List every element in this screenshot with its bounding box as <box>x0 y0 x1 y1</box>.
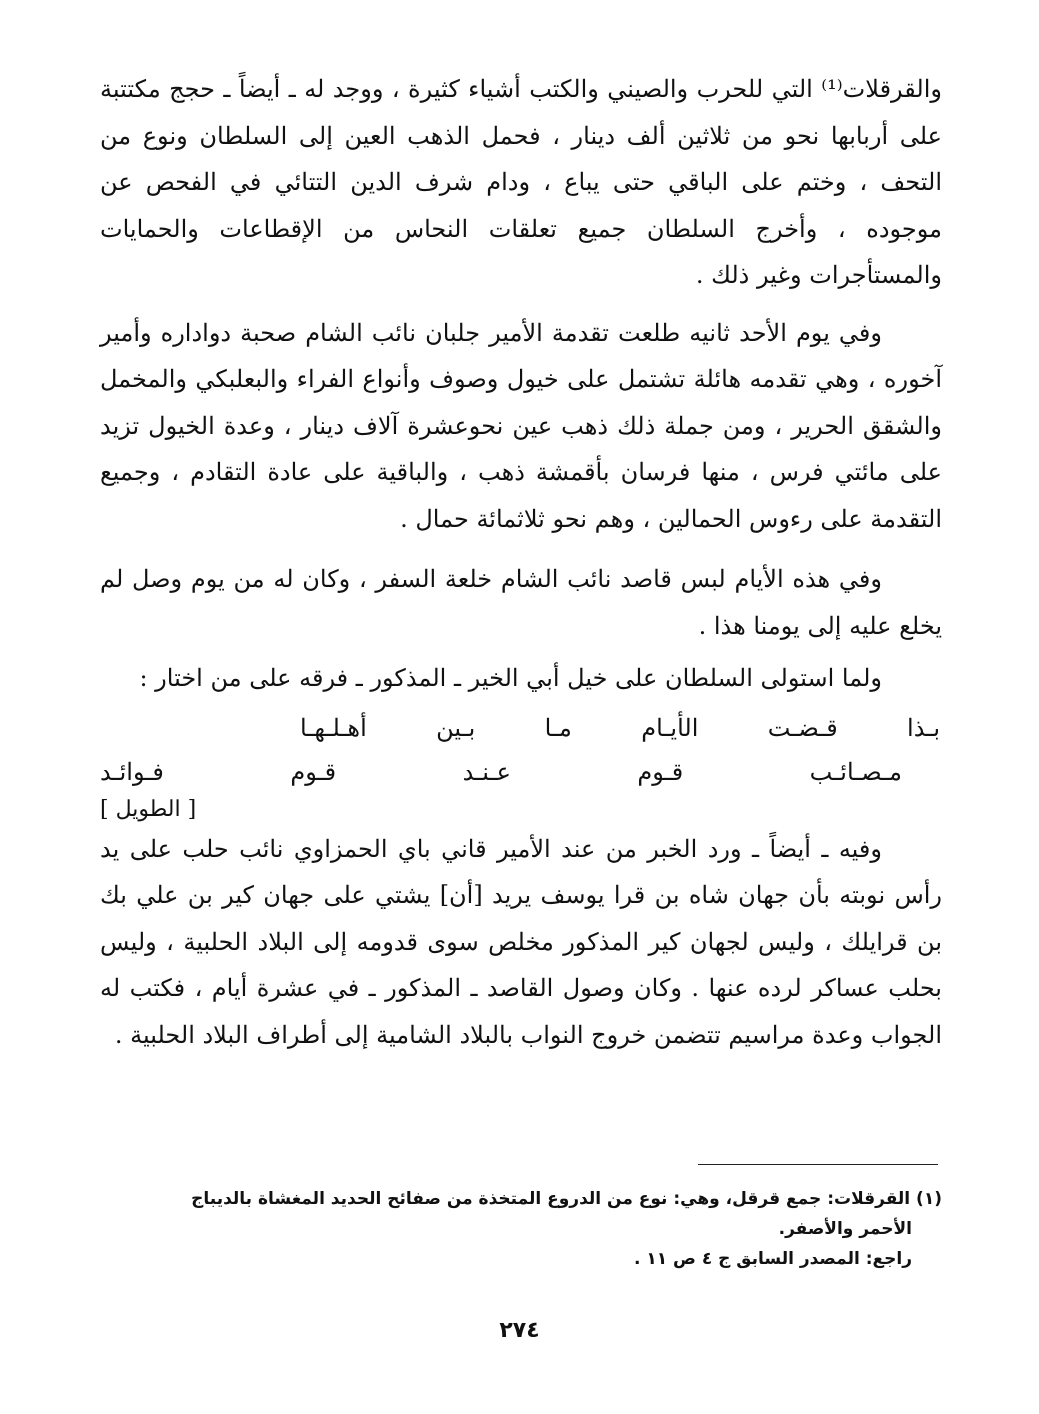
poem-verse <box>100 706 942 826</box>
page-number: ٢٧٤ <box>499 1318 540 1343</box>
poem-meter: [ الطويل ] <box>100 796 197 822</box>
main-text <box>100 66 942 1058</box>
footnotes <box>100 1184 942 1274</box>
footnote-1-line-2: الأحمر والأصفر. <box>778 1219 912 1239</box>
paragraph-1: والقرقلات⁽¹⁾ التي للحرب والصيني والكتب أشياء كثيرة ، ووجد له ـ أيضاً ـ حجج مكتتبة على أربابها نحو من ثلاثين ألف دينار ، فحمل الذهب العين إلى السلطان ونوع من التحف ، وختم على الباقي حتى يباع ، ودام شرف الدين التتائي في الفحص عن موجوده ، وأخرج السلطان جميع تعلقات النحاس من الإقطاعات والحمايات والمستأجرات وغير ذلك . <box>100 75 942 289</box>
footnote-1-reference: راجع: المصدر السابق ج ٤ ص ١١ . <box>633 1249 912 1269</box>
poem-line-2: مـصـائـب قـوم عـنـد قـوم فـوائـد <box>100 757 902 786</box>
footnote-divider <box>698 1164 938 1165</box>
paragraph-4: ولما استولى السلطان على خيل أبي الخير ـ المذكور ـ فرقه على من اختار : <box>139 664 882 692</box>
paragraph-3: وفي هذه الأيام لبس قاصد نائب الشام خلعة السفر ، وكان له من يوم وصل لم يخلع عليه إلى يومنا هذا . <box>100 565 942 640</box>
poem-line-1: بـذا قـضـت الأيـام مـا بـين أهـلـهـا <box>300 713 940 742</box>
paragraph-2: وفي يوم الأحد ثانيه طلعت تقدمة الأمير جلبان نائب الشام صحبة دواداره وأمير آخوره ، وهي تقدمه هائلة تشتمل على خيول وصوف وأنواع الفراء والبعلبكي والمخمل والشقق الحرير ، ومن جملة ذلك ذهب عين نحوعشرة آلاف دينار ، وعدة الخيول تزيد على مائتي فرس ، منها فرسان بأقمشة ذهب ، والباقية على عادة التقادم ، وجميع التقدمة على رءوس الحمالين ، وهم نحو ثلاثمائة حمال . <box>100 318 942 533</box>
paragraph-5: وفيه ـ أيضاً ـ ورد الخبر من عند الأمير قاني باي الحمزاوي نائب حلب على يد رأس نوبته بأن جهان شاه بن قرا يوسف يريد [أن] يشتي على جهان كير بن علي بك بن قرايلك ، وليس لجهان كير المذكور مخلص سوى قدومه إلى البلاد الحلبية ، وليس بحلب عساكر لرده عنها . وكان وصول القاصد ـ المذكور ـ في عشرة أيام ، فكتب له الجواب وعدة مراسيم تتضمن خروج النواب بالبلاد الشامية إلى أطراف البلاد الحلبية . <box>100 834 942 1049</box>
footnote-1-line-1: (١) القرقلات: جمع قرقل، وهي: نوع من الدروع المتخذة من صفائح الحديد المغشاة بالديباج <box>191 1189 942 1209</box>
